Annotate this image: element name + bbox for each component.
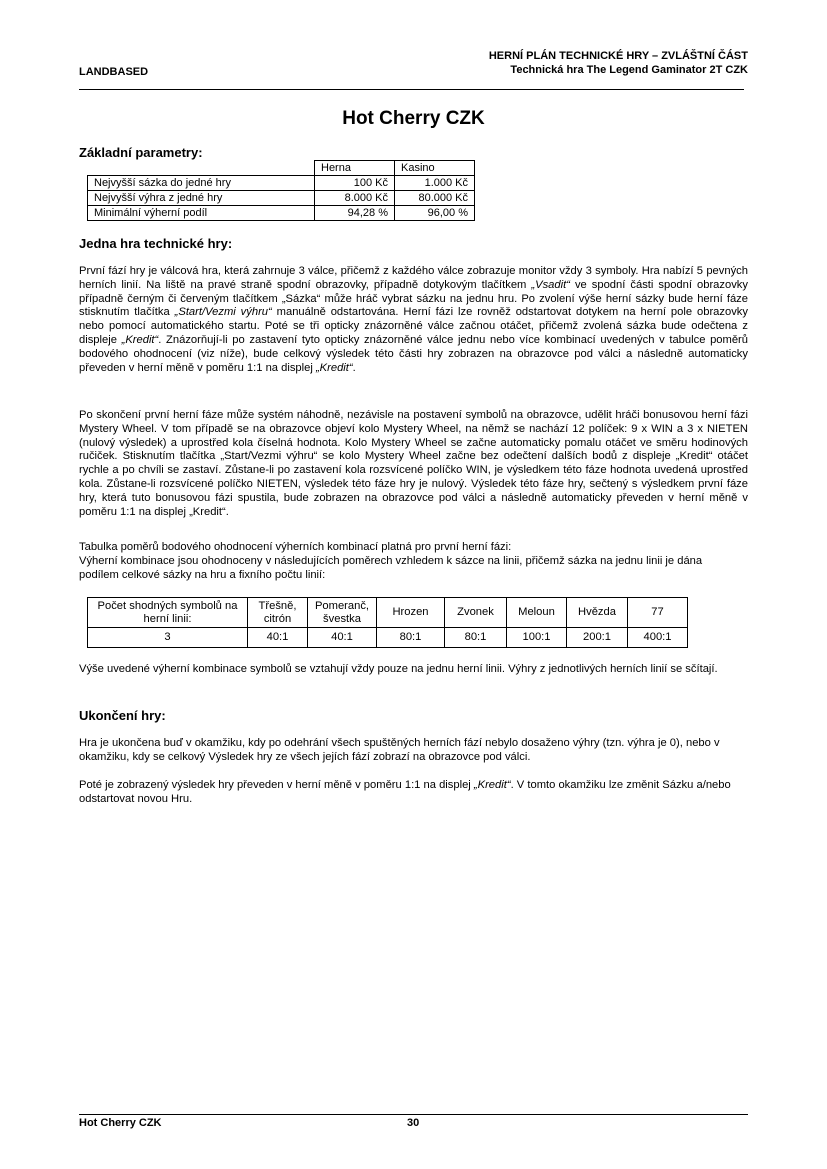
column-header: Kasino [395,161,475,176]
paytable-row [88,628,688,648]
paytable-payout: 80:1 [445,628,507,648]
text-run: První fází hry je válcová hra, která zahrnuje 3 válce, přičemž z každého válce zobrazuje monitor vždy 3 symboly. Hra nabízí 5 pevných herních linií. Na liště na pravé straně spodní obrazovky, případně dotykovým tlačítkem [79,265,748,291]
table-row [88,206,475,221]
page-title: Hot Cherry CZK [342,108,485,129]
end-section-heading: Ukončení hry: [79,708,166,723]
row-label: Minimální výherní podíl [88,206,315,221]
text-run-italic: „Kredit“ [473,779,511,791]
header-title-block [489,49,748,77]
end-paragraph-2 [79,779,739,807]
paytable-payout: 80:1 [377,628,445,648]
game-paragraph-1 [79,265,748,375]
footer-label: Hot Cherry CZK [79,1117,162,1129]
cell-herna: 94,28 % [315,206,395,221]
paytable [87,597,688,648]
text-run: . [352,361,356,374]
end-paragraph-1: Hra je ukončena buď v okamžiku, kdy po odehrání všech spuštěných herních fází nebylo dosaženo výhry (tzn. výhra je 0), nebo v okamžiku, kdy se celkový Výsledek hry ze všech jejích fází zobrazí na obrazovce pod válci. [79,737,720,763]
paytable-payout: 100:1 [507,628,567,648]
paytable-payout: 400:1 [628,628,688,648]
paytable-header-symbol: Meloun [507,598,567,628]
paytable-header-row [88,598,688,628]
text-run: . Znázorňují-li po zastavení tyto opticky znázorněné válce jednu nebo více kombinací uvedených v tabulce poměrů bodového ohodnocení (viz níže), bude celkový výsledek této části hry zobrazen na obrazovce pod válci a následně automaticky převeden v herní měně v poměru 1:1 na displej [79,333,749,374]
paytable-payout: 40:1 [308,628,377,648]
cell-herna: 100 Kč [315,176,395,191]
table-row [88,191,475,206]
table-header-row [88,161,475,176]
cell-kasino: 80.000 Kč [395,191,475,206]
after-table-paragraph: Výše uvedené výherní kombinace symbolů se vztahují vždy pouze na jednu herní linii. Výhry z jednotlivých herních linií se sčítají. [79,663,718,675]
game-section-heading: Jedna hra technické hry: [79,236,233,251]
row-label: Nejvyšší sázka do jedné hry [88,176,315,191]
header-subtitle: Technická hra The Legend Gaminator 2T CZK [510,64,748,76]
paytable-header-symbol: Hvězda [567,598,628,628]
table-row [88,176,475,191]
basic-params-heading: Základní parametry: [79,145,203,160]
text-run: . V tomto okamžiku lze změnit Sázku a/nebo odstartovat novou Hru. [79,779,731,805]
table-cell-empty [88,161,315,176]
cell-kasino: 1.000 Kč [395,176,475,191]
paytable-header-symbol: 77 [628,598,688,628]
paytable-intro-line-1: Tabulka poměrů bodového ohodnocení výherních kombinací platná pro první herní fázi: [79,541,512,553]
text-run-italic: „Start/Vezmi výhru“ [174,306,272,319]
paytable-count: 3 [88,628,248,648]
paytable-payout: 200:1 [567,628,628,648]
text-run-italic: „Kredit“ [315,361,353,374]
paytable-header-count: Počet shodných symbolů na herní linii: [88,598,248,628]
text-run: Poté je zobrazený výsledek hry převeden v herní měně v poměru 1:1 na displej [79,779,474,791]
cell-herna: 8.000 Kč [315,191,395,206]
basic-params-table [87,160,475,221]
paytable-header-symbol: Hrozen [377,598,445,628]
game-paragraph-2: Po skončení první herní fáze může systém náhodně, nezávisle na postavení symbolů na obrazovce, udělit hráči bonusovou herní fázi Mystery Wheel. V tom případě se na obrazovce objeví kolo Mystery Wheel, na němž se nachází 12 políček: 9 x WIN a 3 x NIETEN (nulový výsledek) a uprostřed kola číselná hodnota. Kolo Mystery Wheel se začne automaticky pomalu otáčet ve směru hodinových ručiček. Stisknutím tlačítka „Start/Vezmi výhru“ se kolo Mystery Wheel začne bez odečtení dalších bodů z displeje „Kredit“ otáčet rychle a po chvíli se zastaví. Zůstane-li po zastavení kola rozsvícené políčko WIN, je výsledkem této fáze hodnota uvedená uprostřed kola. Zůstane-li rozsvícené políčko NIETEN, výsledek této fáze hry je nulový. Výsledek této fáze hry, sečtený s výsledkem první fáze hry, která tuto bonusovou fázi spustila, bude zobrazen na obrazovce pod válci a následně automaticky převeden v herní měně v poměru 1:1 na displej „Kredit“. [79,409,748,518]
header-divider [79,89,744,90]
paytable-intro [79,541,748,582]
header-title: HERNÍ PLÁN TECHNICKÉ HRY – ZVLÁŠTNÍ ČÁST [488,50,748,62]
cell-kasino: 96,00 % [395,206,475,221]
paytable-header-symbol: Zvonek [445,598,507,628]
paytable-intro-line-2: Výherní kombinace jsou ohodnoceny v následujících poměrech vzhledem k sázce na linii, přičemž sázka na jednu linii je dána podílem celkové sázky na hru a fixního počtu linií: [79,554,703,581]
header-label: LANDBASED [79,66,149,78]
footer-divider [79,1114,748,1115]
paytable-header-symbol: Pomeranč, švestka [308,598,377,628]
text-run-italic: „Vsadit“ [531,278,570,291]
paytable-header-symbol: Třešně, citrón [248,598,308,628]
page-number: 30 [407,1117,420,1129]
text-run-italic: „Kredit“ [121,333,159,346]
text-run: manuálně odstartována. Herní fázi lze rovněž odstartovat dotykem na herní pole obrazovky nebo pomocí automatického startu. Poté se tři opticky znázorněné válce začnou otáčet, přičemž zvolená sázka bude odečtena z displeje [79,306,748,346]
paytable-payout: 40:1 [248,628,308,648]
text-run: ve spodní části spodní obrazovky případně černým či červeným tlačítkem „Sázka“ může hráč vybrat sázku na jednu hru. Po zvolení výše herní sázky bude herní fáze stisknutím tlačítka [79,278,748,319]
row-label: Nejvyšší výhra z jedné hry [88,191,315,206]
column-header: Herna [315,161,395,176]
